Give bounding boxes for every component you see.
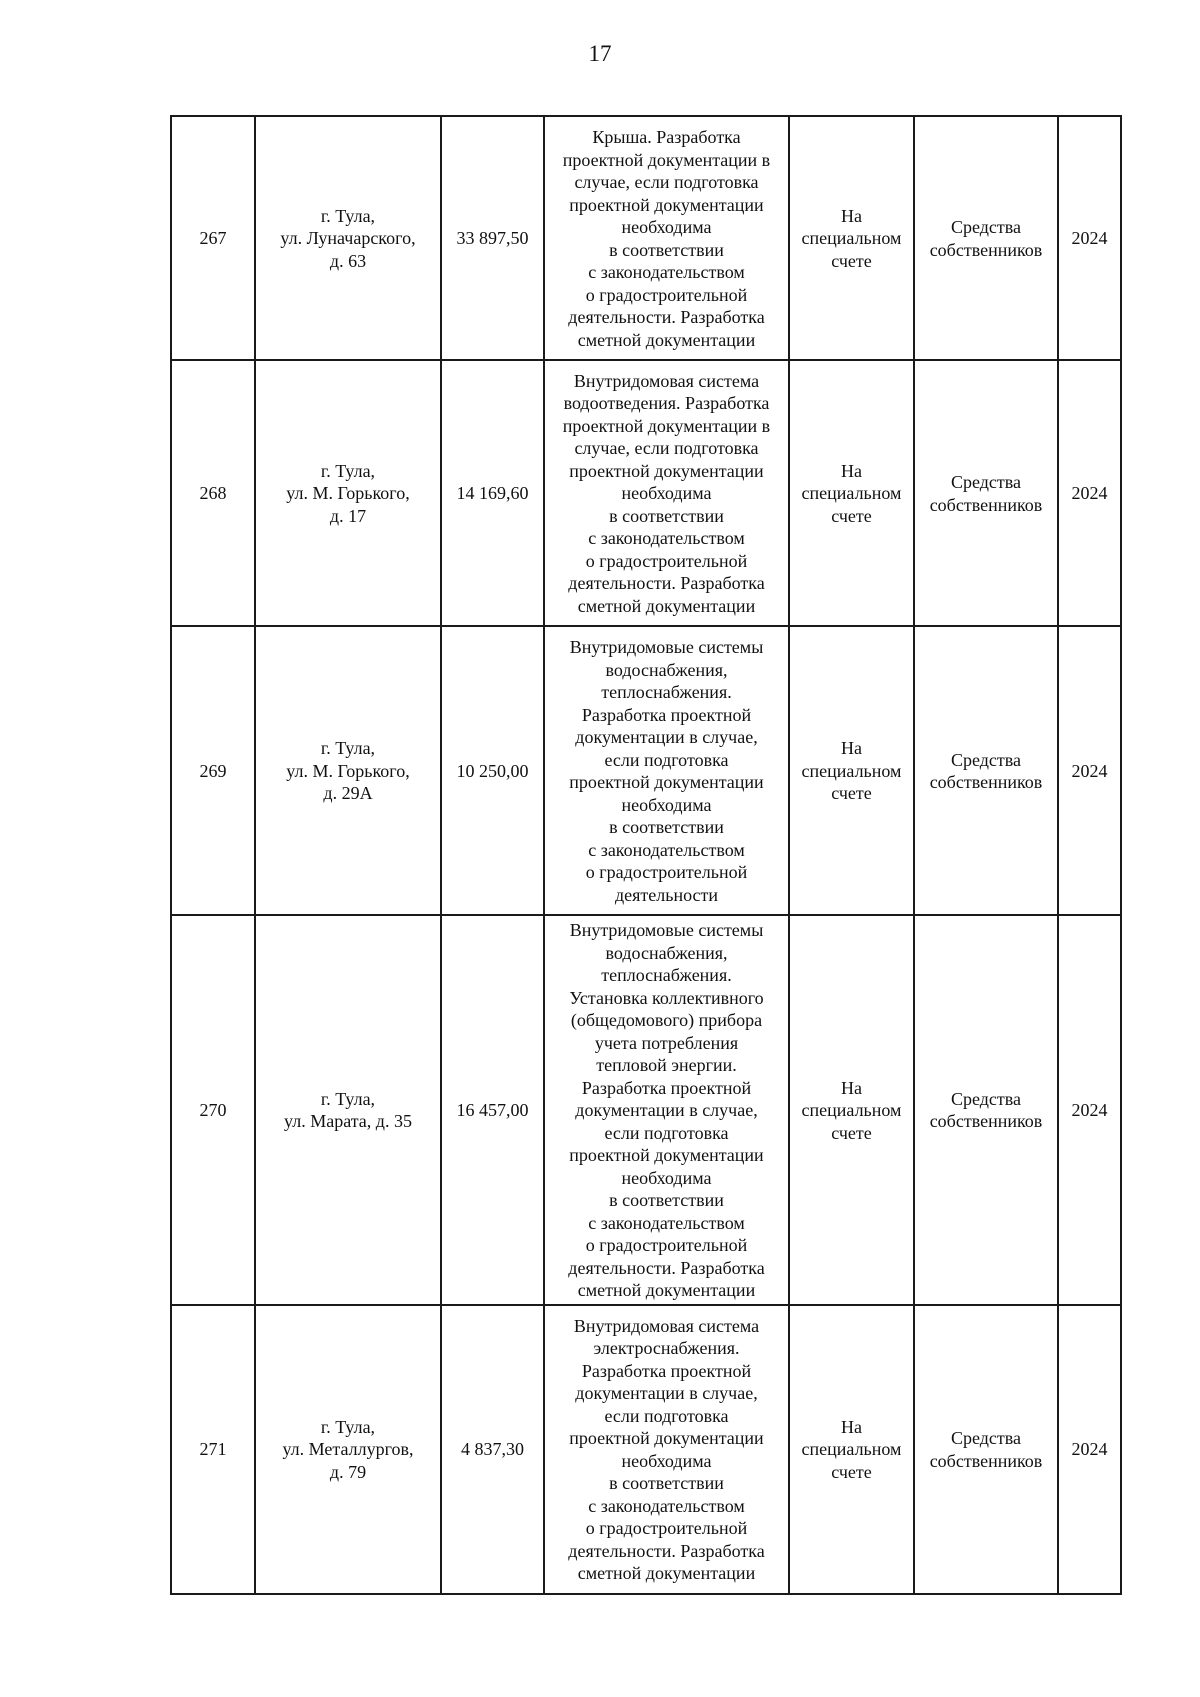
description-line: с законодательством bbox=[588, 1495, 745, 1516]
description-line: деятельности. Разработка bbox=[568, 573, 765, 594]
fund-method-cell bbox=[789, 915, 914, 1305]
row-number: 267 bbox=[199, 228, 227, 249]
repair-program-table bbox=[170, 115, 1122, 1595]
row-number: 270 bbox=[199, 1100, 227, 1120]
description-line: о градостроительной bbox=[585, 862, 748, 882]
description-line: Внутридомовая система bbox=[573, 1315, 760, 1336]
description-line: Крыша. Разработка bbox=[592, 127, 741, 147]
funding-source-line: Средства bbox=[950, 749, 1022, 770]
funding-source-line: Средства bbox=[950, 472, 1022, 492]
fund-method-line: специальном bbox=[801, 228, 902, 249]
description-line: проектной документации в bbox=[562, 415, 771, 436]
address-cell bbox=[255, 116, 441, 360]
description-line: водоотведения. Разработка bbox=[563, 393, 770, 414]
description-line: Разработка проектной bbox=[581, 1077, 752, 1098]
work-description-cell bbox=[544, 915, 789, 1305]
fund-method-line: счете bbox=[831, 505, 872, 526]
description-line: с законодательством bbox=[588, 528, 745, 549]
fund-method-line: На bbox=[841, 738, 862, 759]
description-line: в соответствии bbox=[609, 817, 724, 837]
funding-source-line: Средства bbox=[950, 217, 1022, 237]
description-line: необходима bbox=[621, 1450, 712, 1471]
amount-cell bbox=[441, 360, 544, 626]
description-line: Внутридомовая система bbox=[573, 370, 760, 391]
address-line: ул. Марата, д. 35 bbox=[284, 1111, 412, 1132]
address-line: г. Тула, bbox=[320, 738, 376, 759]
description-line: Разработка проектной bbox=[581, 1360, 752, 1381]
address-cell bbox=[255, 1305, 441, 1594]
fund-method-line: На bbox=[841, 460, 862, 481]
funding-source-cell bbox=[914, 360, 1058, 626]
fund-method-cell bbox=[789, 116, 914, 360]
address-line: д. 63 bbox=[329, 250, 367, 271]
address-line: ул. Луначарского, bbox=[280, 228, 416, 249]
description-line: деятельности. Разработка bbox=[568, 1540, 765, 1561]
description-line: если подготовка bbox=[604, 1405, 729, 1426]
funding-source-line: собственников bbox=[929, 1450, 1043, 1471]
description-line: о градостроительной bbox=[585, 1235, 748, 1255]
description-line: проектной документации bbox=[569, 194, 764, 215]
fund-method-line: На bbox=[841, 1077, 862, 1098]
cost-amount: 14 169,60 bbox=[456, 483, 529, 504]
description-line: о градостроительной bbox=[585, 284, 748, 305]
fund-method-line: счете bbox=[831, 1122, 872, 1143]
page-number: 17 bbox=[588, 41, 612, 66]
description-line: деятельности bbox=[614, 884, 719, 905]
description-line: о градостроительной bbox=[585, 550, 748, 571]
description-line: необходима bbox=[621, 483, 712, 504]
funding-source-line: собственников bbox=[929, 239, 1043, 260]
funding-source-cell bbox=[914, 1305, 1058, 1594]
fund-method-line: специальном bbox=[801, 483, 902, 504]
description-line: деятельности. Разработка bbox=[568, 307, 765, 327]
row-number-cell bbox=[171, 1305, 255, 1594]
year: 2024 bbox=[1071, 760, 1108, 781]
address-line: ул. М. Горького, bbox=[286, 483, 410, 504]
address-line: ул. Металлургов, bbox=[282, 1439, 414, 1460]
description-line: проектной документации bbox=[569, 1428, 764, 1448]
work-description-cell bbox=[544, 116, 789, 360]
table-row bbox=[171, 116, 1121, 360]
amount-cell bbox=[441, 1305, 544, 1594]
fund-method-line: специальном bbox=[801, 760, 902, 781]
fund-method-line: На bbox=[841, 205, 862, 226]
year-cell bbox=[1058, 626, 1121, 915]
address-line: г. Тула, bbox=[320, 205, 376, 226]
work-description-cell bbox=[544, 360, 789, 626]
row-number-cell bbox=[171, 626, 255, 915]
description-line: проектной документации в bbox=[562, 149, 771, 170]
row-number-cell bbox=[171, 360, 255, 626]
fund-method-line: На bbox=[841, 1416, 862, 1437]
fund-method-line: специальном bbox=[801, 1439, 902, 1460]
address-line: г. Тула, bbox=[320, 1416, 376, 1437]
funding-source-line: собственников bbox=[929, 494, 1043, 515]
cost-amount: 4 837,30 bbox=[461, 1439, 524, 1460]
fund-method-line: счете bbox=[831, 1461, 872, 1482]
description-line: сметной документации bbox=[577, 595, 756, 616]
description-line: проектной документации bbox=[569, 772, 764, 792]
year-cell bbox=[1058, 1305, 1121, 1594]
description-line: тепловой энергии. bbox=[596, 1055, 737, 1075]
description-line: Внутридомовые системы bbox=[569, 920, 764, 940]
year: 2024 bbox=[1071, 228, 1108, 249]
description-line: деятельности. Разработка bbox=[568, 1257, 765, 1278]
fund-method-line: специальном bbox=[801, 1100, 902, 1120]
address-line: д. 17 bbox=[329, 505, 367, 526]
address-cell bbox=[255, 626, 441, 915]
amount-cell bbox=[441, 116, 544, 360]
address-line: г. Тула, bbox=[320, 1088, 376, 1109]
cost-amount: 16 457,00 bbox=[456, 1100, 529, 1120]
fund-method-line: счете bbox=[831, 783, 872, 804]
description-line: сметной документации bbox=[577, 329, 756, 350]
description-line: водоснабжения, bbox=[605, 659, 728, 680]
row-number-cell bbox=[171, 116, 255, 360]
address-cell bbox=[255, 360, 441, 626]
description-line: сметной документации bbox=[577, 1563, 756, 1583]
description-line: (общедомового) прибора bbox=[570, 1010, 763, 1030]
table-row bbox=[171, 1305, 1121, 1594]
description-line: проектной документации bbox=[569, 460, 764, 481]
description-line: учета потребления bbox=[594, 1032, 739, 1053]
description-line: документации в случае, bbox=[575, 1100, 758, 1120]
description-line: теплоснабжения. bbox=[601, 682, 732, 702]
description-line: проектной документации bbox=[569, 1145, 764, 1165]
description-line: сметной документации bbox=[577, 1280, 756, 1300]
description-line: если подготовка bbox=[604, 1122, 729, 1143]
fund-method-cell bbox=[789, 1305, 914, 1594]
year: 2024 bbox=[1071, 1439, 1108, 1460]
description-line: электроснабжения. bbox=[593, 1338, 740, 1358]
year-cell bbox=[1058, 915, 1121, 1305]
description-line: в соответствии bbox=[609, 1473, 724, 1493]
description-line: необходима bbox=[621, 1167, 712, 1188]
description-line: случае, если подготовка bbox=[574, 438, 759, 459]
address-cell bbox=[255, 915, 441, 1305]
description-line: в соответствии bbox=[609, 239, 724, 260]
description-line: с законодательством bbox=[588, 1212, 745, 1233]
row-number: 268 bbox=[199, 483, 227, 504]
address-line: д. 29А bbox=[323, 783, 373, 804]
work-description-cell bbox=[544, 626, 789, 915]
address-line: г. Тула, bbox=[320, 460, 376, 481]
funding-source-line: Средства bbox=[950, 1088, 1022, 1109]
description-line: документации в случае, bbox=[575, 727, 758, 747]
description-line: теплоснабжения. bbox=[601, 965, 732, 985]
description-line: Внутридомовые системы bbox=[569, 637, 764, 657]
year-cell bbox=[1058, 116, 1121, 360]
row-number: 271 bbox=[199, 1439, 227, 1460]
table-body bbox=[171, 116, 1121, 1594]
description-line: в соответствии bbox=[609, 505, 724, 526]
description-line: необходима bbox=[621, 794, 712, 815]
table-row bbox=[171, 360, 1121, 626]
funding-source-cell bbox=[914, 915, 1058, 1305]
address-line: д. 79 bbox=[329, 1461, 367, 1482]
funding-source-line: собственников bbox=[929, 772, 1043, 792]
description-line: с законодательством bbox=[588, 262, 745, 282]
fund-method-cell bbox=[789, 626, 914, 915]
amount-cell bbox=[441, 915, 544, 1305]
fund-method-cell bbox=[789, 360, 914, 626]
description-line: Разработка проектной bbox=[581, 704, 752, 725]
fund-method-line: счете bbox=[831, 250, 872, 271]
description-line: документации в случае, bbox=[575, 1383, 758, 1403]
address-line: ул. М. Горького, bbox=[286, 760, 410, 781]
description-line: необходима bbox=[621, 217, 712, 237]
description-line: водоснабжения, bbox=[605, 942, 728, 963]
table-row bbox=[171, 915, 1121, 1305]
description-line: Установка коллективного bbox=[569, 987, 764, 1008]
year: 2024 bbox=[1071, 1100, 1108, 1120]
cost-amount: 33 897,50 bbox=[456, 228, 529, 249]
funding-source-cell bbox=[914, 626, 1058, 915]
description-line: если подготовка bbox=[604, 749, 729, 770]
description-line: случае, если подготовка bbox=[574, 172, 759, 192]
description-line: с законодательством bbox=[588, 839, 745, 860]
funding-source-cell bbox=[914, 116, 1058, 360]
work-description-cell bbox=[544, 1305, 789, 1594]
funding-source-line: Средства bbox=[950, 1428, 1022, 1448]
year-cell bbox=[1058, 360, 1121, 626]
year: 2024 bbox=[1071, 483, 1108, 504]
row-number-cell bbox=[171, 915, 255, 1305]
row-number: 269 bbox=[199, 760, 227, 781]
funding-source-line: собственников bbox=[929, 1111, 1043, 1132]
description-line: о градостроительной bbox=[585, 1518, 748, 1538]
amount-cell bbox=[441, 626, 544, 915]
cost-amount: 10 250,00 bbox=[456, 760, 529, 781]
description-line: в соответствии bbox=[609, 1190, 724, 1210]
table-row bbox=[171, 626, 1121, 915]
